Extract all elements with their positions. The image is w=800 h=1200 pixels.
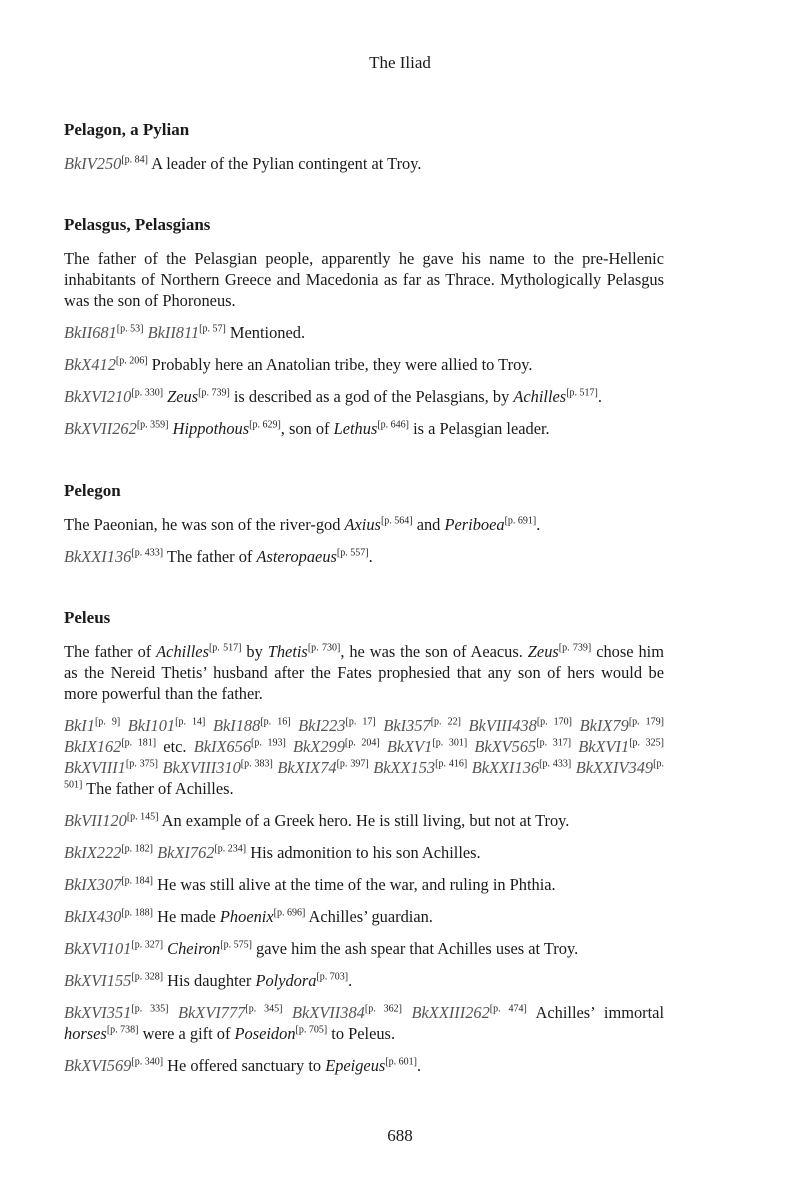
book-reference-link[interactable]: BkIX656: [193, 737, 252, 756]
book-reference-link[interactable]: BkXVI210: [64, 387, 132, 406]
entry-paragraph: [64, 1002, 664, 1044]
book-reference-link[interactable]: BkXIX74: [277, 758, 337, 777]
page-reference: [p. 181]: [121, 737, 157, 749]
body-text: A leader of the Pylian contingent at Troy.: [148, 154, 422, 173]
body-text: .: [368, 547, 373, 566]
body-text: [120, 716, 128, 735]
book-reference-link[interactable]: BkI1: [64, 716, 95, 735]
page-reference: [p. 691]: [504, 515, 537, 527]
book-reference-link[interactable]: BkXVI777: [178, 1003, 246, 1022]
page-reference: [p. 738]: [106, 1024, 139, 1036]
page-reference: [p. 375]: [125, 758, 158, 770]
entry-paragraph: [64, 248, 664, 311]
page-reference: [p. 14]: [175, 716, 206, 728]
page-reference: [p. 182]: [121, 843, 154, 855]
page-reference: [p. 335]: [131, 1003, 169, 1015]
page-reference: [p. 204]: [344, 737, 380, 749]
entry-body: [64, 153, 664, 174]
body-text: Probably here an Anatolian tribe, they were allied to Troy.: [147, 355, 533, 374]
book-reference-link[interactable]: BkXV565: [474, 737, 537, 756]
entry-paragraph: [64, 874, 664, 895]
page-reference: [p. 330]: [131, 387, 164, 399]
body-text: etc.: [156, 737, 194, 756]
page-reference: [p. 184]: [121, 875, 154, 887]
entry-paragraph: [64, 354, 664, 375]
running-head: The Iliad: [369, 53, 431, 72]
page-reference: [p. 145]: [126, 811, 159, 823]
page-reference: [p. 433]: [131, 547, 164, 559]
page-reference: [p. 17]: [345, 716, 376, 728]
body-text: The father of the Pelasgian people, apparently he gave his name to the pre-Hellenic inhabitants of Northern Greece and Macedonia as far as Thrace. Mythologically Pelasgus was the son of Phoroneus.: [64, 249, 664, 310]
body-text: gave him the ash spear that Achilles uses at Troy.: [251, 939, 579, 958]
book-reference-link[interactable]: BkII681: [64, 323, 117, 342]
page-reference: [p. 646]: [377, 419, 409, 431]
page-reference: [p. 362]: [364, 1003, 402, 1015]
entry-title: Pelegon: [64, 481, 121, 500]
entry-title: Peleus: [64, 608, 111, 627]
page-reference: [p. 730]: [307, 642, 341, 654]
page-reference: [p. 234]: [214, 843, 247, 855]
book-reference-link[interactable]: BkX412: [64, 355, 116, 374]
body-text: by: [241, 642, 268, 661]
book-reference-link[interactable]: BkXXI136: [471, 758, 540, 777]
book-reference-link[interactable]: BkXVIII310: [162, 758, 241, 777]
book-reference-link[interactable]: BkXVI351: [64, 1003, 132, 1022]
book-reference-link[interactable]: BkXVI1: [578, 737, 630, 756]
entry-peleus: [64, 608, 664, 1087]
book-reference-link[interactable]: BkII811: [147, 323, 200, 342]
page-reference: [p. 345]: [245, 1003, 283, 1015]
book-reference-link[interactable]: BkXVI155: [64, 971, 132, 990]
book-reference-link[interactable]: BkIX307: [64, 875, 122, 894]
page-reference: [p. 397]: [336, 758, 369, 770]
entry-paragraph: [64, 514, 664, 535]
book-reference-link[interactable]: BkIV250: [64, 154, 122, 173]
body-text: He offered sanctuary to: [163, 1056, 326, 1075]
body-text: [205, 716, 213, 735]
body-text: The father of: [64, 642, 157, 661]
name-link[interactable]: Achilles: [156, 642, 209, 661]
page-reference: [p. 84]: [121, 154, 149, 166]
page-reference: [p. 193]: [251, 737, 286, 749]
entry-body: [64, 248, 664, 439]
body-text: The father of: [163, 547, 257, 566]
page-reference: [p. 327]: [131, 939, 164, 951]
body-text: The father of Achilles.: [82, 779, 234, 798]
body-text: [380, 737, 387, 756]
entry-paragraph: [64, 386, 664, 407]
entry-paragraph: [64, 906, 664, 927]
book-reference-link[interactable]: BkI188: [212, 716, 261, 735]
entry-title: Pelasgus, Pelasgians: [64, 215, 211, 234]
book-reference-link[interactable]: BkXX153: [373, 758, 436, 777]
body-text: [282, 1003, 292, 1022]
body-text: .: [597, 387, 602, 406]
book-reference-link[interactable]: BkXVI101: [64, 939, 132, 958]
body-text: is a Pelasgian leader.: [409, 419, 550, 438]
book-reference-link[interactable]: BkIX162: [64, 737, 122, 756]
book-reference-link[interactable]: BkXV1: [386, 737, 433, 756]
body-text: .: [416, 1056, 422, 1075]
body-text: The Paeonian, he was son of the river-god: [64, 515, 345, 534]
page-reference: [p. 517]: [566, 387, 598, 399]
page-number: 688: [387, 1126, 413, 1145]
book-reference-link[interactable]: BkXXIV349: [575, 758, 654, 777]
page-reference: [p. 433]: [539, 758, 572, 770]
page-reference: [p. 696]: [273, 907, 306, 919]
entry-pelegon: [64, 481, 664, 578]
book-reference-link[interactable]: BkXI762: [157, 843, 215, 862]
page-reference: [p. 557]: [336, 547, 369, 559]
page-reference: [p. 359]: [136, 419, 169, 431]
page-reference: [p. 340]: [131, 1056, 164, 1068]
body-text: [572, 716, 580, 735]
entry-body: [64, 514, 664, 567]
page-reference: [p. 317]: [536, 737, 572, 749]
page-reference: [p. 170]: [536, 716, 573, 728]
name-link[interactable]: Asteropaeus: [256, 547, 337, 566]
page-reference: [p. 629]: [249, 419, 281, 431]
name-link[interactable]: Lethus: [333, 419, 378, 438]
page-reference: [p. 53]: [116, 323, 144, 335]
page-reference: [p. 416]: [435, 758, 468, 770]
book-reference-link[interactable]: BkIX79: [579, 716, 629, 735]
page-reference: [p. 325]: [629, 737, 664, 749]
body-text: .: [348, 971, 353, 990]
book-reference-link[interactable]: BkI357: [383, 716, 431, 735]
entry-paragraph: [64, 322, 664, 343]
book-reference-link[interactable]: BkXVI569: [64, 1056, 132, 1075]
page-reference: [p. 601]: [385, 1056, 417, 1068]
body-text: He made: [153, 907, 220, 926]
entry-pelagon: [64, 120, 664, 185]
name-link[interactable]: Hippothous: [172, 419, 250, 438]
page-reference: [p. 206]: [115, 355, 148, 367]
body-text: Achilles’ immortal: [526, 1003, 665, 1022]
entry-paragraph: [64, 641, 664, 704]
body-text: , son of: [280, 419, 334, 438]
page-reference: [p. 474]: [489, 1003, 527, 1015]
page-reference: [p. 301]: [432, 737, 468, 749]
entry-paragraph: [64, 810, 664, 831]
body-text: An example of a Greek hero. He is still living, but not at Troy.: [158, 811, 570, 830]
page-reference: [p. 703]: [316, 971, 349, 983]
body-text: [168, 1003, 178, 1022]
entry-paragraph: [64, 842, 664, 863]
body-text: He was still alive at the time of the war, and ruling in Phthia.: [153, 875, 556, 894]
page-reference: [p. 188]: [121, 907, 154, 919]
name-link[interactable]: Phoenix: [219, 907, 274, 926]
name-link[interactable]: Zeus: [167, 387, 199, 406]
entry-paragraph: [64, 153, 664, 174]
page-reference: [p. 328]: [131, 971, 164, 983]
page-reference: [p. 575]: [220, 939, 252, 951]
page-reference: [p. 739]: [558, 642, 592, 654]
name-link[interactable]: Polydora: [255, 971, 317, 990]
book-reference-link[interactable]: BkVII120: [64, 811, 127, 830]
page-reference: [p. 179]: [628, 716, 665, 728]
book-reference-link[interactable]: BkI101: [127, 716, 176, 735]
body-text: is described as a god of the Pelasgians, by: [229, 387, 514, 406]
book-reference-link[interactable]: BkXXI136: [64, 547, 132, 566]
body-text: chose him as the Nereid Thetis’ husband after the Fates prophesied that any son of hers would be more powerful than the father.: [64, 642, 664, 703]
name-link[interactable]: Achilles: [513, 387, 567, 406]
name-link[interactable]: Poseidon: [234, 1024, 296, 1043]
entry-paragraph: [64, 970, 664, 991]
entry-pelasgus: [64, 215, 664, 450]
page-reference: [p. 57]: [199, 323, 226, 335]
body-text: [461, 716, 469, 735]
name-link[interactable]: Cheiron: [167, 939, 221, 958]
body-text: .: [536, 515, 541, 534]
name-link[interactable]: Zeus: [527, 642, 559, 661]
name-link[interactable]: Epeigeus: [325, 1056, 386, 1075]
page-reference: [p. 705]: [295, 1024, 328, 1036]
body-text: Achilles’ guardian.: [305, 907, 433, 926]
body-text: were a gift of: [138, 1024, 235, 1043]
page-reference: [p. 517]: [208, 642, 242, 654]
entry-body: [64, 641, 664, 1076]
body-text: His admonition to his son Achilles.: [246, 843, 481, 862]
page-reference: [p. 501]: [64, 758, 664, 791]
page-reference: [p. 564]: [380, 515, 413, 527]
page-reference: [p. 22]: [430, 716, 461, 728]
name-link[interactable]: Thetis: [267, 642, 308, 661]
book-reference-link[interactable]: BkIX222: [64, 843, 122, 862]
name-link[interactable]: horses: [64, 1024, 107, 1043]
body-text: Mentioned.: [225, 323, 306, 342]
entry-paragraph: [64, 418, 664, 439]
page-reference: [p. 9]: [94, 716, 121, 728]
book-reference-link[interactable]: BkXVIII1: [64, 758, 126, 777]
page-reference: [p. 16]: [260, 716, 291, 728]
body-text: , he was the son of Aeacus.: [340, 642, 528, 661]
body-text: and: [412, 515, 445, 534]
body-text: His daughter: [163, 971, 256, 990]
name-link[interactable]: Axius: [344, 515, 381, 534]
entry-title: Pelagon, a Pylian: [64, 120, 190, 139]
body-text: [286, 737, 293, 756]
name-link[interactable]: Periboea: [444, 515, 505, 534]
entry-paragraph: [64, 938, 664, 959]
book-reference-link[interactable]: BkIX430: [64, 907, 122, 926]
book-reference-link[interactable]: BkI223: [298, 716, 346, 735]
book-reference-link[interactable]: BkXVII384: [292, 1003, 365, 1022]
page-reference: [p. 383]: [240, 758, 273, 770]
entry-paragraph: [64, 1055, 664, 1076]
book-reference-link[interactable]: BkXVII262: [64, 419, 137, 438]
entry-paragraph: [64, 546, 664, 567]
page-reference: [p. 739]: [198, 387, 230, 399]
book-reference-link[interactable]: BkXXIII262: [411, 1003, 490, 1022]
book-reference-link[interactable]: BkVIII438: [468, 716, 537, 735]
book-reference-link[interactable]: BkX299: [293, 737, 345, 756]
body-text: [402, 1003, 412, 1022]
body-text: to Peleus.: [327, 1024, 396, 1043]
entry-paragraph: [64, 715, 664, 799]
